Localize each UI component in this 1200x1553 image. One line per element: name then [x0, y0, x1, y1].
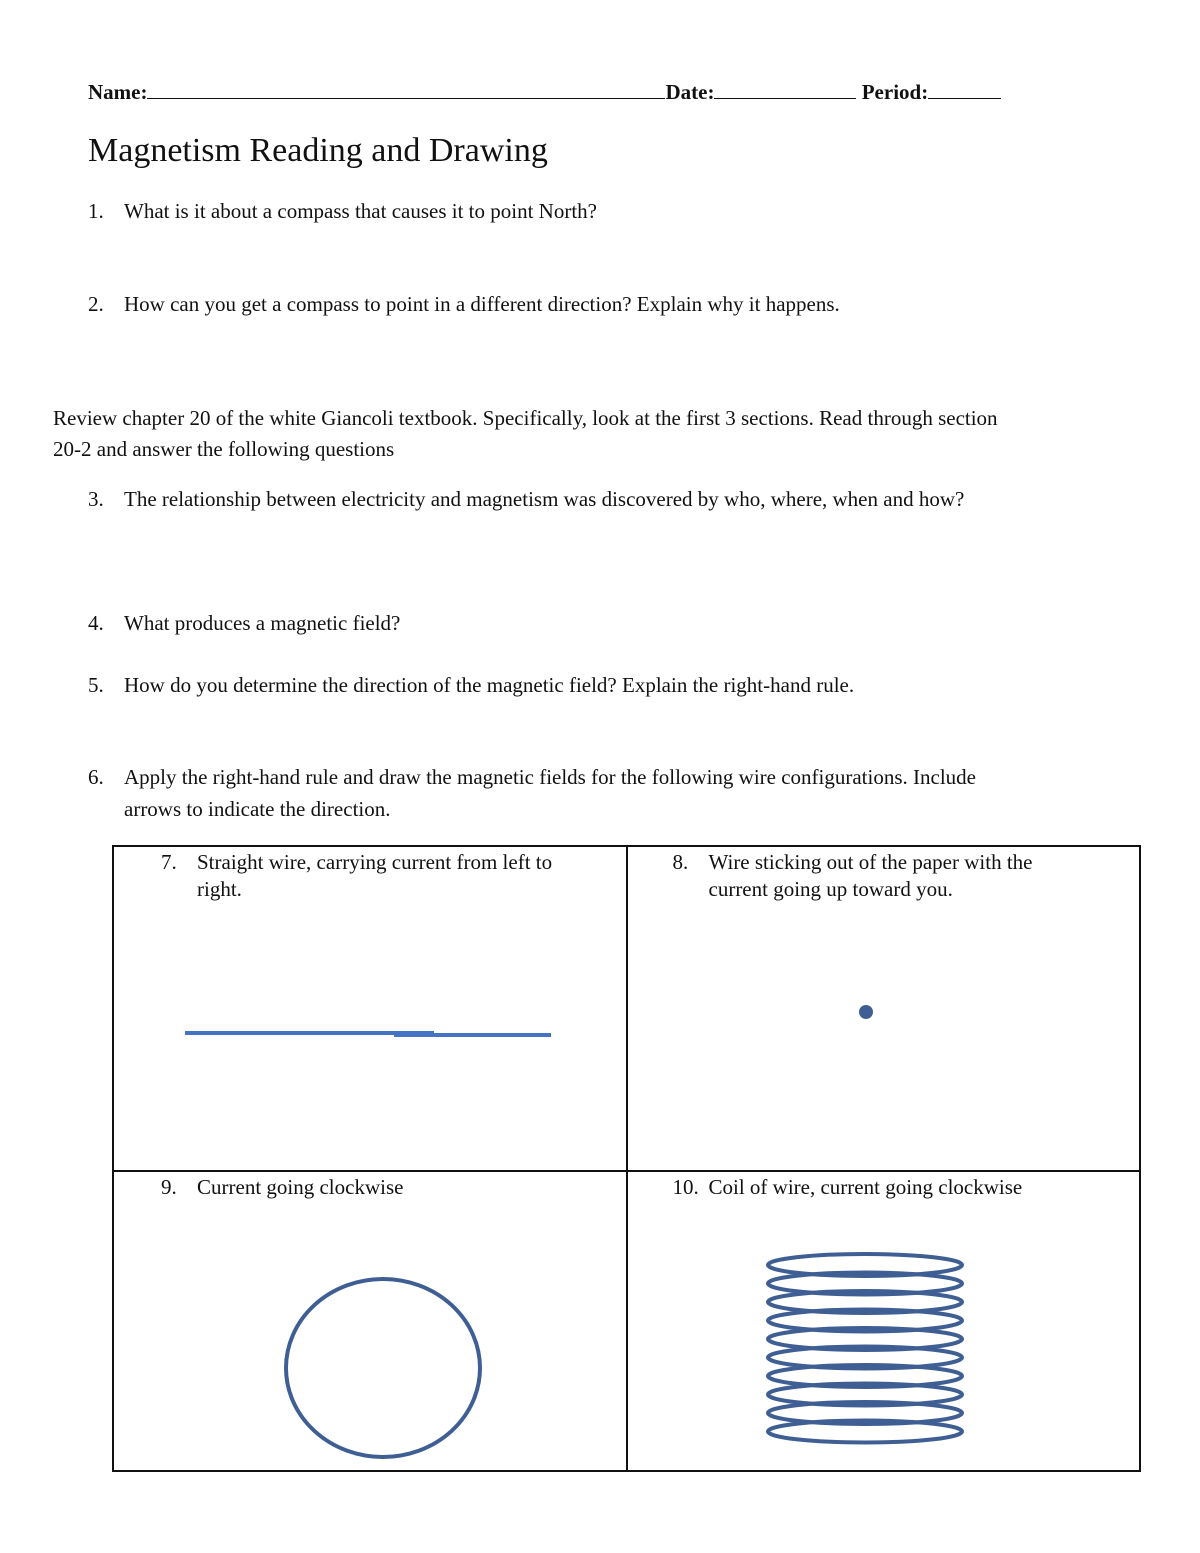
question-text: The relationship between electricity and magnetism was discovered by who, where, when and how?: [124, 487, 965, 511]
cell-text-line-2: current going up toward you.: [708, 877, 953, 901]
cell-number: 10.: [672, 1175, 699, 1199]
circle-loop-drawing: [114, 1172, 624, 1470]
question-text: What is it about a compass that causes it to point North?: [124, 199, 597, 223]
cell-text-line-1: Coil of wire, current going clockwise: [708, 1175, 1023, 1199]
page-title: Magnetism Reading and Drawing: [88, 132, 548, 169]
cell-number: 8.: [672, 850, 689, 874]
cell-text-line-1: Current going clockwise: [197, 1175, 404, 1199]
question-text: How can you get a compass to point in a different direction? Explain why it happens.: [124, 292, 840, 316]
question-text: What produces a magnetic field?: [124, 611, 401, 635]
question-number: 6.: [88, 765, 104, 789]
date-label: Date:: [665, 80, 715, 104]
question-number: 3.: [88, 487, 104, 511]
name-blank[interactable]: [147, 80, 665, 99]
grid-cell-10[interactable]: [627, 1171, 1141, 1471]
question-text-line-2: arrows to indicate the direction.: [124, 797, 391, 821]
question-number: 1.: [88, 199, 104, 223]
question-number: 5.: [88, 673, 104, 697]
header-fields: [88, 80, 1001, 105]
question-text: How do you determine the direction of the magnetic field? Explain the right-hand rule.: [124, 673, 855, 697]
review-line-1: Review chapter 20 of the white Giancoli textbook. Specifically, look at the first 3 sections. Read through section: [53, 406, 998, 430]
circle-loop: [286, 1279, 480, 1457]
grid-cell-8[interactable]: [627, 846, 1141, 1171]
coil: [768, 1254, 962, 1443]
name-label: Name:: [88, 80, 148, 104]
grid-cell-9[interactable]: [113, 1171, 627, 1471]
cell-number: 9.: [161, 1175, 177, 1199]
question-text-line-1: Apply the right-hand rule and draw the magnetic fields for the following wire configurations. Include: [124, 765, 976, 789]
date-blank[interactable]: [714, 80, 856, 99]
wire-dot: [859, 1005, 873, 1019]
review-line-2: 20-2 and answer the following questions: [53, 437, 395, 461]
grid-cell-7[interactable]: [113, 846, 627, 1171]
straight-wire-drawing: [114, 847, 624, 1170]
cell-text-line-1: Wire sticking out of the paper with the: [708, 850, 1033, 874]
period-blank[interactable]: [928, 80, 1001, 99]
review-paragraph: [53, 403, 1153, 465]
coil-drawing: [628, 1172, 1140, 1470]
drawing-grid: [112, 845, 1141, 1472]
cell-text-line-2: right.: [197, 877, 242, 901]
period-label: Period:: [861, 80, 929, 104]
cell-number: 7.: [161, 850, 177, 874]
question-number: 2.: [88, 292, 104, 316]
wire-dot-drawing: [628, 847, 1140, 1170]
cell-text-line-1: Straight wire, carrying current from left to: [197, 850, 553, 874]
question-number: 4.: [88, 611, 104, 635]
